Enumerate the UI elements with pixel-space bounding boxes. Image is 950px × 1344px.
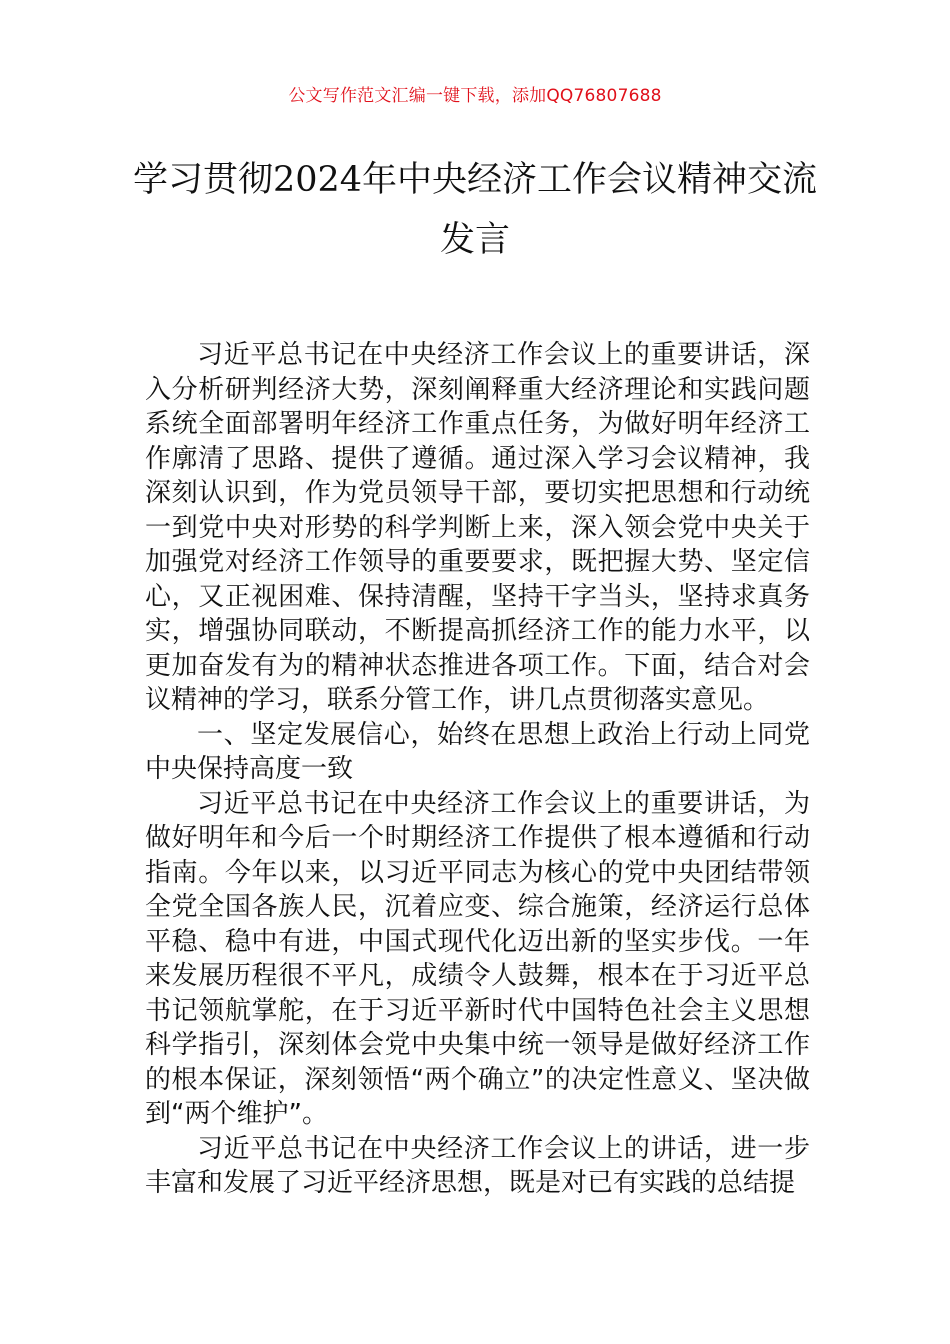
document-title: 学习贯彻2024年中央经济工作会议精神交流发言 <box>132 160 818 260</box>
document-body <box>145 338 810 1201</box>
section-heading-1: 一、坚定发展信心，始终在思想上政治上行动上同党中央保持高度一致 <box>145 719 810 784</box>
paragraph-section-1b: 习近平总书记在中央经济工作会议上的讲话，进一步丰富和发展了习近平经济思想，既是对已有实践的总结提 <box>145 1133 810 1198</box>
paragraph-intro: 习近平总书记在中央经济工作会议上的重要讲话，深入分析研判经济大势，深刻阐释重大经济理论和实践问题系统全面部署明年经济工作重点任务，为做好明年经济工作廓清了思路、提供了遵循。通过深入学习会议精神，我深刻认识到，作为党员领导干部，要切实把思想和行动统一到党中央对形势的科学判断上来，深入领会党中央关于加强党对经济工作领导的重要要求，既把握大势、坚定信心，又正视困难、保持清醒，坚持干字当头，坚持求真务实，增强协同联动，不断提高抓经济工作的能力水平，以更加奋发有为的精神状态推进各项工作。下面，结合对会议精神的学习，联系分管工作，讲几点贯彻落实意见。 <box>145 340 810 715</box>
paragraph-section-1a: 习近平总书记在中央经济工作会议上的重要讲话，为做好明年和今后一个时期经济工作提供了根本遵循和行动指南。今年以来，以习近平同志为核心的党中央团结带领全党全国各族人民，沉着应变、综合施策，经济运行总体平稳、稳中有进，中国式现代化迈出新的坚实步伐。一年来发展历程很不平凡，成绩令人鼓舞，根本在于习近平总书记领航掌舵，在于习近平新时代中国特色社会主义思想科学指引，深刻体会党中央集中统一领导是做好经济工作的根本保证，深刻领悟“两个确立”的决定性意义、坚决做到“两个维护”。 <box>145 788 810 1129</box>
download-notice: 公文写作范文汇编一键下载，添加QQ76807688 <box>288 86 662 106</box>
